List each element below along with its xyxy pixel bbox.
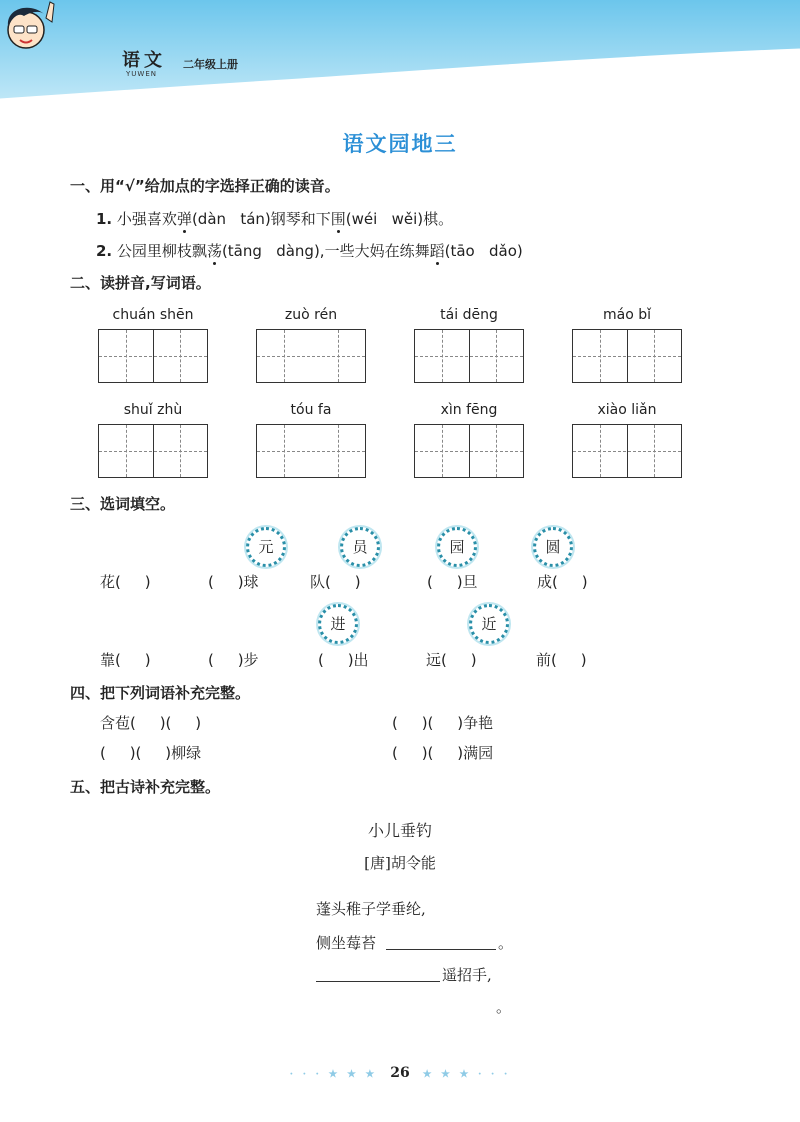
page-header xyxy=(0,0,800,120)
section-4-heading: 四、把下列词语补充完整。 xyxy=(70,684,251,702)
poem-blank-1[interactable] xyxy=(386,932,496,950)
pinyin-prompt: xìn fēng xyxy=(440,402,498,418)
word-badge: 员 xyxy=(340,527,380,567)
poem-line-2-start: 侧坐莓苔 xyxy=(316,934,377,952)
poem-line-1: 蓬头稚子学垂纶, xyxy=(316,900,426,918)
page-footer xyxy=(0,1065,800,1081)
page-title: 语文园地三 xyxy=(342,132,458,156)
idiom-blank[interactable]: 含苞( )( ) xyxy=(100,714,202,732)
section-5-heading: 五、把古诗补充完整。 xyxy=(70,778,221,796)
word-badge: 元 xyxy=(246,527,286,567)
poem-author: [唐]胡令能 xyxy=(364,854,436,872)
poem-blank-2[interactable] xyxy=(316,964,440,982)
writing-grid[interactable] xyxy=(256,329,366,383)
section-3-heading: 三、选词填空。 xyxy=(70,495,176,513)
fill-blank[interactable]: 靠( ) xyxy=(100,651,151,669)
writing-grid[interactable] xyxy=(98,329,208,383)
footer-stars-left: · · · ★ ★ ★ xyxy=(289,1069,378,1080)
section-2-heading: 二、读拼音,写词语。 xyxy=(70,274,211,292)
idiom-blank[interactable]: ( )( )满园 xyxy=(392,744,494,762)
poem-line-4-end: 。 xyxy=(496,998,512,1016)
grade-label: 二年级上册 xyxy=(183,58,238,71)
boy-mascot-icon xyxy=(0,0,60,56)
page-number: 26 xyxy=(390,1065,410,1081)
fill-blank[interactable]: ( )球 xyxy=(208,573,259,591)
pinyin-prompt: shuǐ zhù xyxy=(123,402,183,418)
poem-title: 小儿垂钓 xyxy=(367,821,432,840)
writing-grid[interactable] xyxy=(572,424,682,478)
question-1: 1. 小强喜欢弹(dàn tán)钢琴和下围(wéi wěi)棋。 xyxy=(96,210,454,228)
pinyin-prompt: tóu fa xyxy=(290,402,332,418)
poem-line-2-end: 。 xyxy=(498,934,514,952)
idiom-blank[interactable]: ( )( )柳绿 xyxy=(100,744,202,762)
writing-grid[interactable] xyxy=(572,329,682,383)
subject-label: 语文 xyxy=(122,50,166,71)
writing-grid[interactable] xyxy=(414,424,524,478)
poem-blank-3[interactable] xyxy=(316,996,494,1011)
footer-stars-right: ★ ★ ★ · · · xyxy=(422,1069,511,1080)
fill-blank[interactable]: 远( ) xyxy=(426,651,477,669)
word-badge: 进 xyxy=(318,604,358,644)
pinyin-prompt: tái dēng xyxy=(440,307,498,323)
pinyin-prompt: chuán shēn xyxy=(112,307,194,323)
section-1-heading: 一、用“√”给加点的字选择正确的读音。 xyxy=(70,177,340,195)
writing-grid[interactable] xyxy=(98,424,208,478)
header-banner xyxy=(0,0,800,120)
fill-blank[interactable]: ( )旦 xyxy=(427,573,478,591)
poem-line-3-end: 遥招手, xyxy=(442,966,492,984)
pinyin-prompt: zuò rén xyxy=(284,307,338,323)
writing-grid[interactable] xyxy=(414,329,524,383)
word-badge: 圆 xyxy=(533,527,573,567)
word-badge: 近 xyxy=(469,604,509,644)
fill-blank[interactable]: 花( ) xyxy=(100,573,151,591)
fill-blank[interactable]: 成( ) xyxy=(537,573,588,591)
fill-blank[interactable]: ( )出 xyxy=(318,651,369,669)
subject-pinyin: YUWEN xyxy=(126,70,157,78)
pinyin-prompt: xiào liǎn xyxy=(597,402,657,418)
writing-grid[interactable] xyxy=(256,424,366,478)
word-badge: 园 xyxy=(437,527,477,567)
idiom-blank[interactable]: ( )( )争艳 xyxy=(392,714,494,732)
fill-blank[interactable]: 前( ) xyxy=(536,651,587,669)
question-2: 2. 公园里柳枝飘荡(tāng dàng),一些大妈在练舞蹈(tāo dǎo) xyxy=(96,242,523,260)
pinyin-prompt: máo bǐ xyxy=(602,307,651,323)
fill-blank[interactable]: 队( ) xyxy=(310,573,361,591)
fill-blank[interactable]: ( )步 xyxy=(208,651,259,669)
